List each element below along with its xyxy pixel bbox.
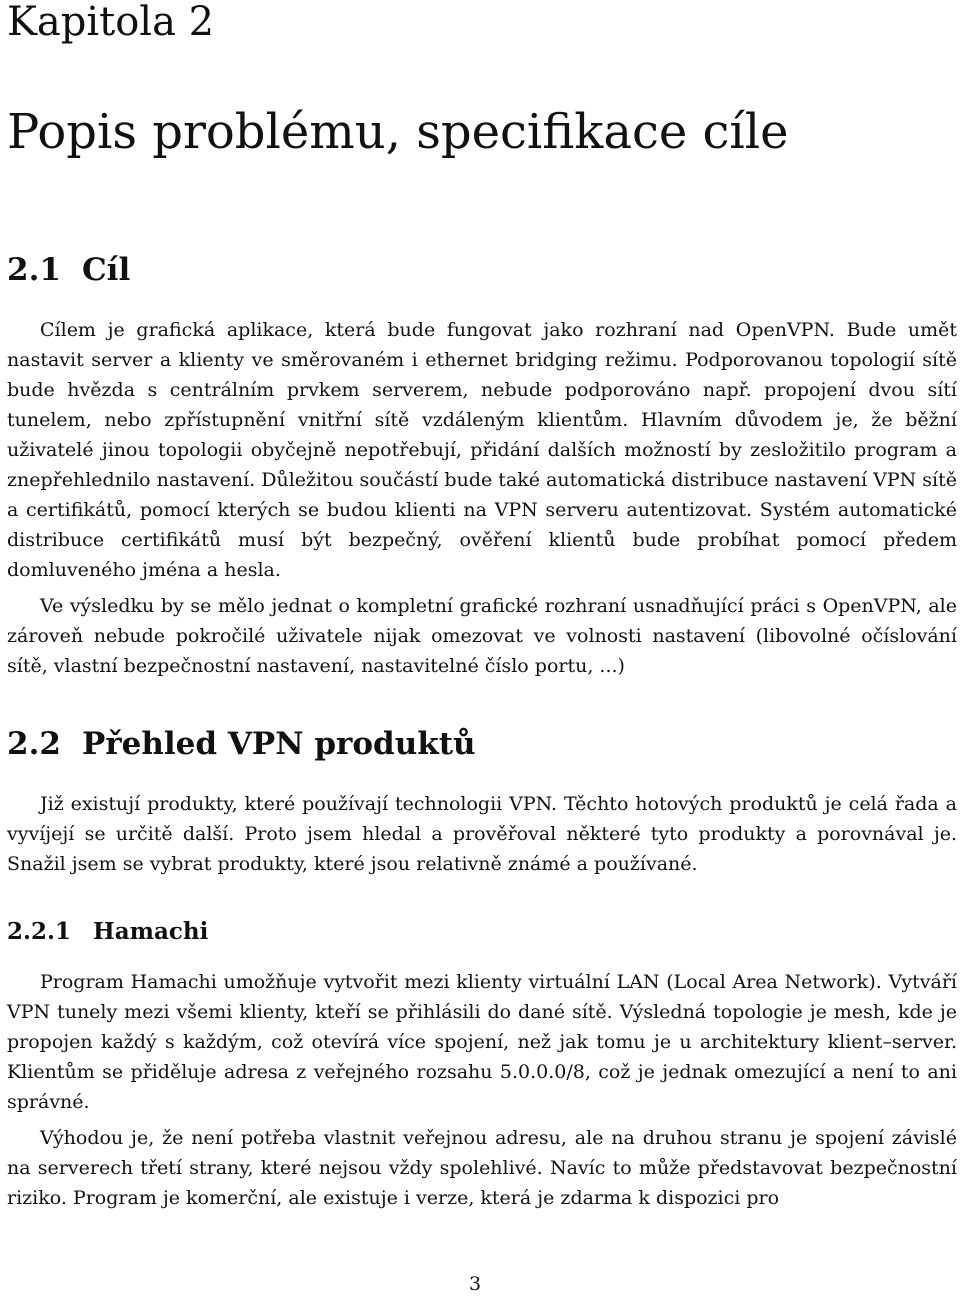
chapter-title: Popis problému, specifikace cíle: [7, 104, 789, 160]
section-number: 2.2: [7, 726, 61, 762]
section-heading-goal: [7, 252, 130, 288]
paragraph-vpn-overview: Již existují produkty, které používají technologii VPN. Těchto hotových produktů je celá řada a vyvíjejí se určitě další. Proto jsem hledal a prověřoval některé tyto produkty a porovnával je. Snažil jsem se vybrat produkty, které jsou relativně známé a používané.: [7, 793, 957, 875]
paragraph-hamachi-2: Výhodou je, že není potřeba vlastnit veřejnou adresu, ale na druhou stranu je spojení závislé na serverech třetí strany, které nejsou vždy spolehlivé. Navíc to může představovat bezpečnostní riziko. Program je komerční, ale existuje i verze, která je zdarma k dispozici pro: [7, 1127, 957, 1209]
paragraph-goal-2: Ve výsledku by se mělo jednat o kompletní grafické rozhraní usnadňující práci s OpenVPN, ale zároveň nebude pokročilé uživatele nijak omezovat ve volnosti nastavení (libovolné očíslování sítě, vlastní bezpečnostní nastavení, nastavitelné číslo portu, ...): [7, 595, 957, 677]
paragraph-hamachi-1: Program Hamachi umožňuje vytvořit mezi klienty virtuální LAN (Local Area Network). Vytváří VPN tunely mezi všemi klienty, kteří se přihlásili do dané sítě. Výsledná topologie je mesh, kde je propojen každý s každým, což otevírá více spojení, než jak tomu je u architektury klient–server. Klientům se přiděluje adresa z veřejného rozsahu 5.0.0.0/8, což je jednak omezující a není to ani správné.: [7, 971, 957, 1113]
paragraph-goal-1: Cílem je grafická aplikace, která bude fungovat jako rozhraní nad OpenVPN. Bude umět nastavit server a klienty ve směrovaném i ethernet bridging režimu. Podporovanou topologií sítě bude hvězda s centrálním prvkem serverem, nebude podporováno např. propojení dvou sítí tunelem, nebo zpřístupnění vnitřní sítě vzdáleným klientům. Hlavním důvodem je, že běžní uživatelé jinou topologii obyčejně nepotřebují, přidání dalších možností by zesložitilo program a znepřehlednilo nastavení. Důležitou součástí bude také automatická distribuce nastavení VPN sítě a certifikátů, pomocí kterých se budou klienti na VPN serveru autentizovat. Systém automatické distribuce certifikátů musí být bezpečný, ověření klientů bude probíhat pomocí předem domluveného jména a hesla.: [7, 319, 957, 581]
subsection-title: Hamachi: [93, 918, 209, 945]
subsection-heading-hamachi: [7, 918, 208, 946]
chapter-label: Kapitola 2: [7, 0, 215, 45]
section-title: Přehled VPN produktů: [82, 726, 476, 762]
section-heading-vpn-overview: [7, 726, 476, 762]
section-title: Cíl: [82, 252, 131, 288]
section-number: 2.1: [7, 252, 61, 288]
page-number: 3: [468, 1273, 482, 1295]
subsection-number: 2.2.1: [7, 918, 72, 945]
